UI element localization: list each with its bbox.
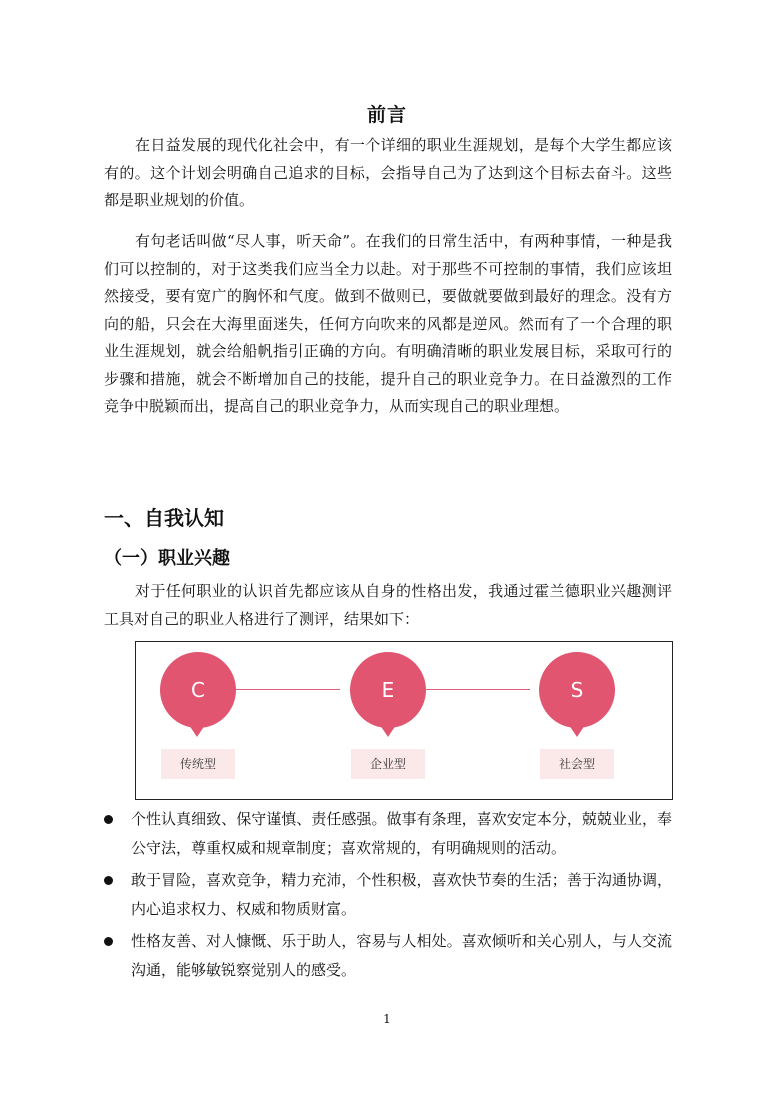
node-label-c: 传统型 <box>161 749 235 779</box>
node-letter-c: C <box>191 678 205 702</box>
connector-line-1 <box>235 689 340 690</box>
bullet-dot-icon <box>104 815 113 824</box>
node-letter-s: S <box>570 678 584 702</box>
page-title: 前言 <box>366 104 407 126</box>
subsection-heading: （一）职业兴趣 <box>104 548 230 569</box>
node-circle-c <box>160 652 236 728</box>
bullet-dot-icon <box>104 937 113 946</box>
node-letter-e: E <box>381 678 395 702</box>
list-item <box>104 866 672 923</box>
list-item <box>104 805 672 862</box>
node-label-s: 社会型 <box>540 749 614 779</box>
preface-paragraph-1: 在日益发展的现代化社会中，有一个详细的职业生涯规划，是每个大学生都应该有的。这个计划会明确自己追求的目标，会指导自己为了达到这个目标去奋斗。这些都是职业规划的价值。 <box>104 136 672 209</box>
node-circle-s <box>539 652 615 728</box>
section-heading: 一、自我认知 <box>104 506 224 530</box>
trait-bullet-list <box>104 805 672 988</box>
bullet-text: 个性认真细致、保守谨慎、责任感强。做事有条理，喜欢安定本分，兢兢业业，奉公守法，尊重权威和规章制度；喜欢常规的，有明确规则的活动。 <box>131 810 672 857</box>
list-item <box>104 927 672 984</box>
intro-paragraph: 对于任何职业的认识首先都应该从自身的性格出发，我通过霍兰德职业兴趣测评工具对自己的职业人格进行了测评，结果如下： <box>104 582 672 628</box>
preface-paragraph-2: 有句老话叫做“尽人事，听天命”。在我们的日常生活中，有两种事情，一种是我们可以控制的，对于这类我们应当全力以赴。对于那些不可控制的事情，我们应该坦然接受，要有宽广的胸怀和气度。做到不做则已，要做就要做到最好的理念。没有方向的船，只会在大海里面迷失，任何方向吹来的风都是逆风。然而有了一个合理的职业生涯规划，就会给船帆指引正确的方向。有明确清晰的职业发展目标，采取可行的步骤和措施，就会不断增加自己的技能，提升自己的职业竞争力。在日益激烈的工作竞争中脱颖而出，提高自己的职业竞争力，从而实现自己的职业理想。 <box>104 232 672 415</box>
bullet-text: 性格友善、对人慷慨、乐于助人，容易与人相处。喜欢倾听和关心别人，与人交流沟通，能够敏锐察觉别人的感受。 <box>131 932 672 979</box>
bullet-text: 敢于冒险，喜欢竞争，精力充沛，个性积极，喜欢快节奏的生活；善于沟通协调，内心追求权力、权威和物质财富。 <box>131 871 672 918</box>
page-number: 1 <box>383 1012 391 1026</box>
node-circle-e <box>350 652 426 728</box>
pointer-icon-c <box>189 725 205 737</box>
bullet-dot-icon <box>104 876 113 885</box>
connector-line-2 <box>426 689 530 690</box>
pointer-icon-e <box>380 725 396 737</box>
node-label-e: 企业型 <box>351 749 425 779</box>
pointer-icon-s <box>569 725 585 737</box>
